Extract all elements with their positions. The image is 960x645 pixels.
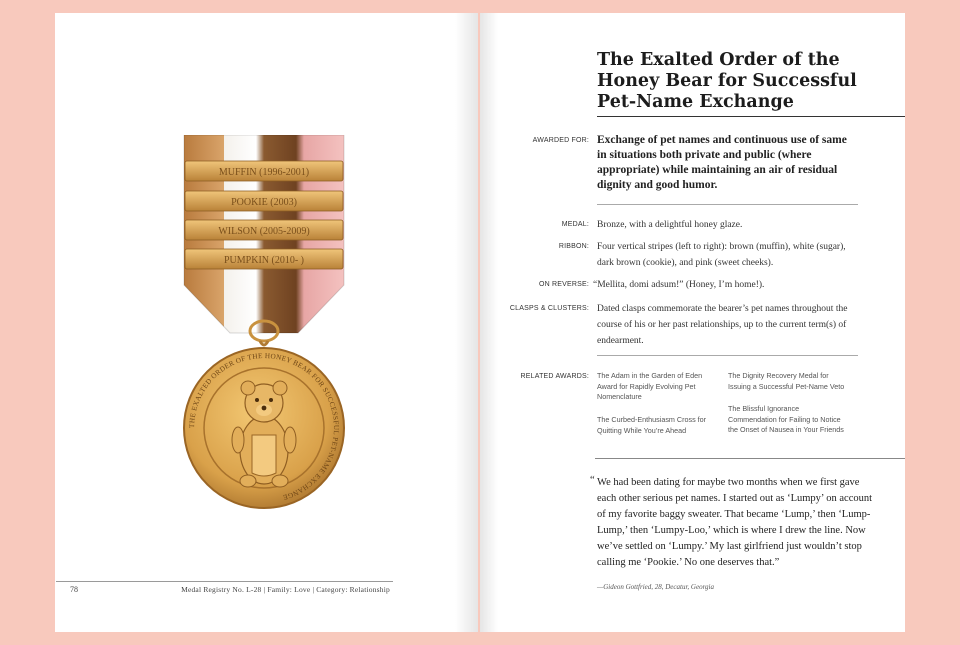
ribbon-text: Four vertical stripes (left to right): brown (muffin), white (sugar), dark brown (cookie), and pink (sweet cheeks). xyxy=(597,242,846,268)
clasp-bar xyxy=(185,191,343,211)
reverse-label: ON REVERSE: xyxy=(538,281,589,288)
reverse-text: “Mellita, domi adsum!” (Honey, I’m home!). xyxy=(593,280,765,290)
medal-text: Bronze, with a delightful honey glaze. xyxy=(597,220,743,230)
medal-registry: Medal Registry No. L-28 | Family: Love | Category: Relationship xyxy=(181,585,390,594)
section-rule xyxy=(597,204,858,205)
awarded-for-text: Exchange of pet names and continuous use of same in situations both private and public (where appropriate) while maintaining an air of residual dignity and good humor. xyxy=(597,134,847,191)
title-rule xyxy=(597,116,905,117)
ribbon-label: RIBBON: xyxy=(558,243,589,250)
clasp-label: PUMPKIN (2010- ) xyxy=(224,255,304,266)
clasp-label: POOKIE (2003) xyxy=(231,197,297,208)
clasp-label: MUFFIN (1996-2001) xyxy=(218,167,310,178)
footer-rule xyxy=(56,581,393,582)
medal-illustration xyxy=(170,135,370,535)
clasps-text: Dated clasps commemorate the bearer’s pet names throughout the course of his or her past relationships, up to the current term(s) of endearment. xyxy=(597,304,848,346)
gutter-shadow-left xyxy=(455,13,478,632)
clasp-bar xyxy=(185,249,343,269)
related-label: RELATED AWARDS: xyxy=(520,373,589,380)
clasp-bar xyxy=(185,161,343,181)
clasp-label: WILSON (2005-2009) xyxy=(218,226,310,237)
awarded-for-label: AWARDED FOR: xyxy=(532,137,589,144)
related-award: The Curbed-Enthusiasm Cross for Quitting While You’re Ahead xyxy=(597,415,707,435)
page-number: 78 xyxy=(70,585,78,594)
related-award: The Blissful Ignorance Commendation for Failing to Notice the Onset of Nausea in Your Friends xyxy=(728,404,844,434)
testimonial-quote: We had been dating for maybe two months when we first gave each other serious pet names. I started out as ‘Lumpy’ on account of my favorite baggy sweater. That became ‘Lump,’ then ‘Lump-Lump,’ then ‘Lumpy-Loo,’ which is where I drew the line. Now we’ve settled on ‘Lumpy.’ My last girlfriend just wouldn’t stop calling me ‘Pookie.’ No one deserves that.” xyxy=(597,477,873,568)
quote-open-mark: “ xyxy=(590,475,595,486)
related-award: The Adam in the Garden of Eden Award for Rapidly Evolving Pet Nomenclature xyxy=(597,371,703,401)
quote-rule xyxy=(595,458,905,459)
related-award: The Dignity Recovery Medal for Issuing a Successful Pet-Name Veto xyxy=(728,371,845,391)
quote-attribution: —Gideon Gottfried, 28, Decatur, Georgia xyxy=(597,583,714,591)
page-title: The Exalted Order of the Honey Bear for Successful Pet-Name Exchange xyxy=(597,50,857,112)
gutter-shadow-right xyxy=(480,13,498,632)
medal-inscription: THE EXALTED ORDER OF THE HONEY BEAR FOR SUCCESSFUL PET-NAME EXCHANGE xyxy=(187,351,341,502)
medal-label: MEDAL: xyxy=(561,221,589,228)
clasps-label: CLASPS & CLUSTERS: xyxy=(509,305,589,312)
section-rule xyxy=(597,355,858,356)
clasp-bar xyxy=(185,220,343,240)
